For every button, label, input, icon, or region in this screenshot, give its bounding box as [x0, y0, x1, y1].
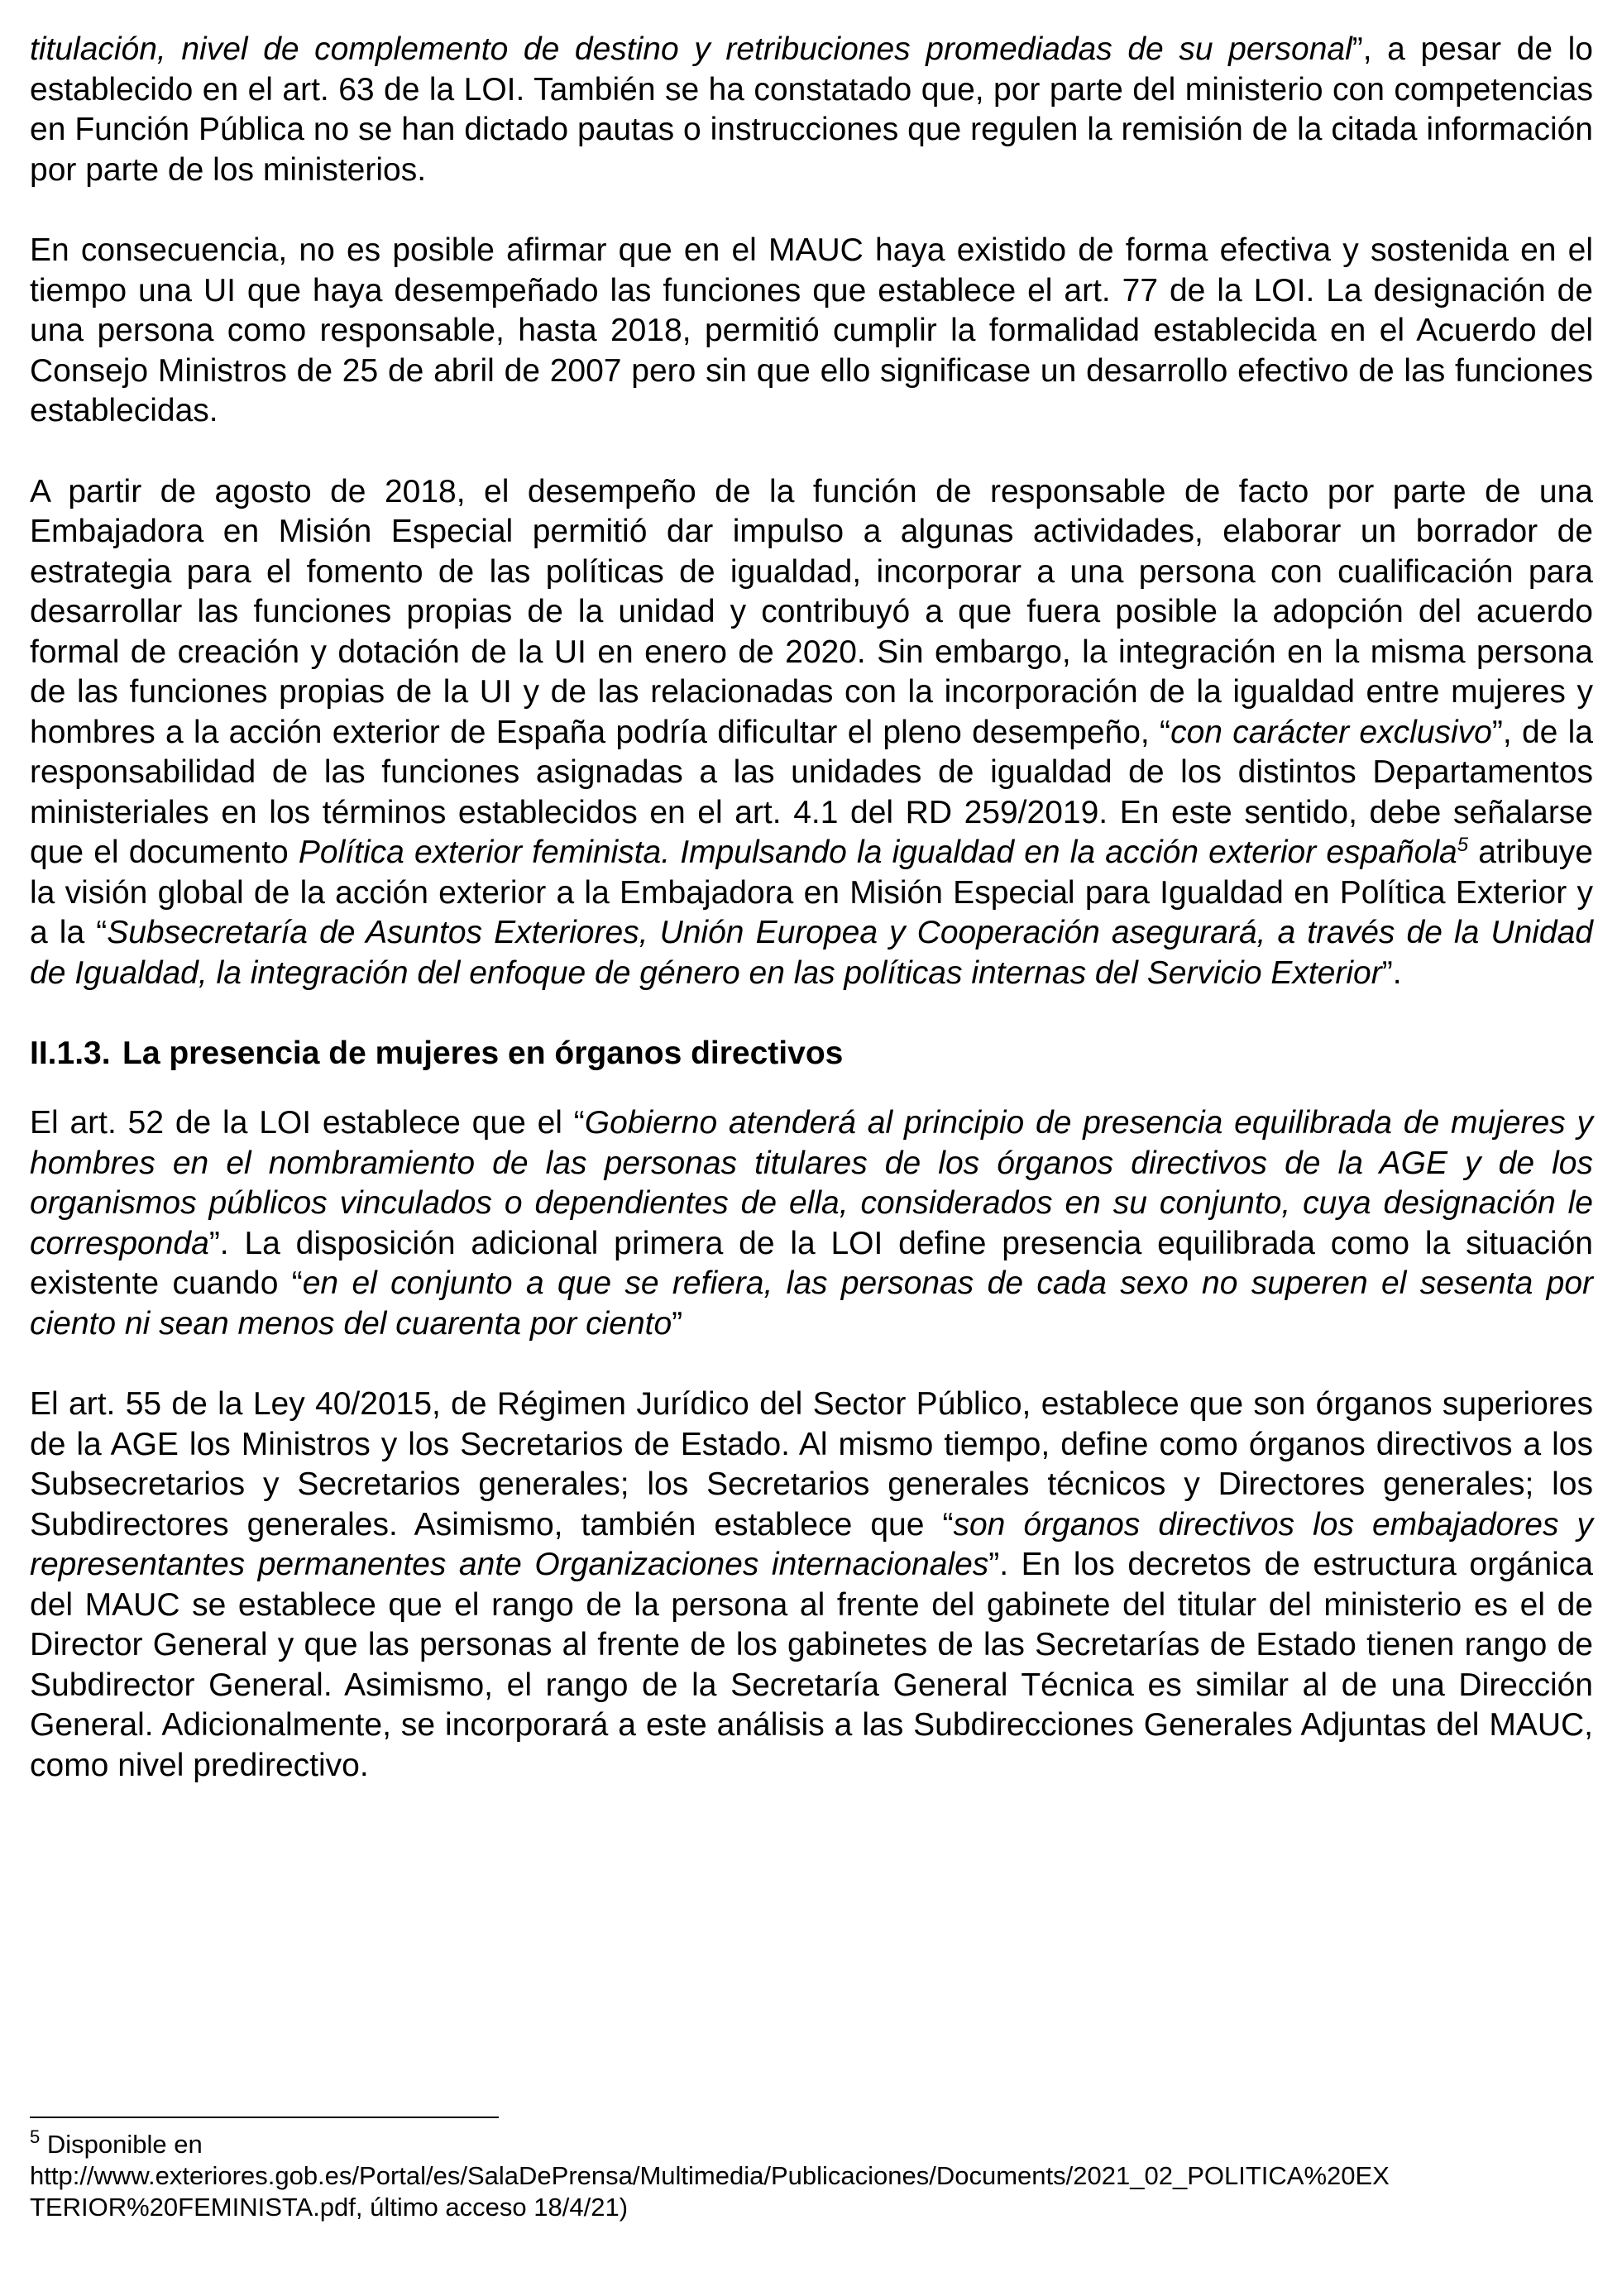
body-text: En consecuencia, no es posible afirmar que en el MAUC haya existido de forma efectiva y sostenida en el tiempo una UI que haya desempeñado las funciones que establece el art. 77 de la LOI. La designación de una persona como responsable, hasta 2018, permitió cumplir la formalidad establecida en el Acuerdo del Consejo Ministros de 25 de abril de 2007 pero sin que ello significase un desarrollo efectivo de las funciones establecidas. — [30, 232, 1593, 428]
body-text: ”, a pesar de lo establecido en el art. 63 de la LOI. También se ha constatado que, por parte del ministerio con competencias en Función Pública no se han dictado pautas o instrucciones que regulen la remisión de la citada información por parte de los ministerios. — [30, 31, 1593, 188]
footnote-separator — [30, 2117, 499, 2118]
quoted-text: son órganos directivos los embajadores y representantes permanentes ante Organizaciones internacionales — [30, 1506, 1593, 1582]
paragraph-3 — [30, 472, 1593, 994]
body-text: A partir de agosto de 2018, el desempeño de la función de responsable de facto por parte de una Embajadora en Misión Especial permitió dar impulso a algunas actividades, elaborar un borrador de estrategia para el fomento de las políticas de igualdad, incorporar a una persona con cualificación para desarrollar las funciones propias de la unidad y contribuyó a que fuera posible la adopción del acuerdo formal de creación y dotación de la UI en enero de 2020. Sin embargo, la integración en la misma persona de las funciones propias de la UI y de las relacionadas con la incorporación de la igualdad entre mujeres y hombres a la acción exterior de España podría dificultar el pleno desempeño, “ — [30, 473, 1593, 750]
body-text: ”. La disposición adicional primera de la LOI define presencia equilibrada como la situación existente cuando “ — [30, 1225, 1593, 1301]
document-body — [30, 30, 1593, 1826]
paragraph-2 — [30, 231, 1593, 432]
footnote — [30, 2126, 1593, 2223]
footnote-number: 5 — [30, 2126, 41, 2147]
quoted-text: en el conjunto a que se refiera, las personas de cada sexo no superen el sesenta por ciento ni sean menos del cuarenta por ciento — [30, 1265, 1594, 1342]
section-title: La presencia de mujeres en órganos directivos — [122, 1036, 844, 1071]
section-heading — [30, 1034, 1593, 1074]
footnote-url-line: http://www.exteriores.gob.es/Portal/es/SalaDePrensa/Multimedia/Publicaciones/Documents/2021_02_POLITICA%20EX — [30, 2161, 1390, 2190]
footnote-url-line: TERIOR%20FEMINISTA.pdf, último acceso 18/4/21) — [30, 2193, 629, 2222]
body-text: ”. — [1381, 954, 1402, 991]
body-text: ”. En los decretos de estructura orgánica del MAUC se establece que el rango de la persona al frente del gabinete del titular del ministerio es el de Director General y que las personas al frente de los gabinetes de las Secretarías de Estado tienen rango de Subdirector General. Asimismo, el rango de la Secretaría General Técnica es similar al de una Dirección General. Adicionalmente, se incorporará a este análisis a las Subdirecciones Generales Adjuntas del MAUC, como nivel predirectivo. — [30, 1547, 1593, 1783]
body-text: ”, de la responsabilidad de las funciones asignadas a las unidades de igualdad de los distintos Departamentos ministeriales en los términos establecidos en el art. 4.1 del RD 259/2019. En este sentido, debe señalarse que el documento — [30, 714, 1593, 870]
body-text: El art. 52 de la LOI establece que el “ — [30, 1105, 585, 1141]
paragraph-5 — [30, 1385, 1593, 1786]
body-text: atribuye la visión global de la acción exterior a la Embajadora en Misión Especial para Igualdad en Política Exterior y a la “ — [30, 835, 1593, 950]
body-text: El art. 55 de la Ley 40/2015, de Régimen Jurídico del Sector Público, establece que son órganos superiores de la AGE los Ministros y los Secretarios de Estado. Al mismo tiempo, define como órganos directivos a los Subsecretarios y Secretarios generales; los Secretarios generales técnicos y Directores generales; los Subdirectores generales. Asimismo, también establece que “ — [30, 1386, 1593, 1543]
quoted-text: Subsecretaría de Asuntos Exteriores, Unión Europea y Cooperación asegurará, a través de la Unidad de Igualdad, la integración del enfoque de género en las políticas internas del Servicio Exterior — [30, 915, 1594, 991]
document-title-reference: Política exterior feminista. Impulsando la igualdad en la acción exterior española — [298, 835, 1457, 870]
paragraph-4 — [30, 1103, 1593, 1344]
footnote-text: Disponible en — [40, 2130, 203, 2159]
quoted-text: con carácter exclusivo — [1170, 714, 1492, 750]
quoted-text: titulación, nivel de complemento de destino y retribuciones promediadas de su personal — [30, 31, 1352, 67]
footnote-reference: 5 — [1457, 834, 1469, 856]
quoted-text: Gobierno atenderá al principio de presencia equilibrada de mujeres y hombres en el nombramiento de las personas titulares de los órganos directivos de la AGE y de los organismos públicos vinculados o dependientes de ella, considerados en su conjunto, cuya designación le corresponda — [30, 1105, 1593, 1261]
section-number: II.1.3. — [30, 1036, 111, 1071]
footnote-line — [30, 2126, 1593, 2160]
body-text: ” — [672, 1305, 683, 1342]
paragraph-1 — [30, 30, 1593, 190]
